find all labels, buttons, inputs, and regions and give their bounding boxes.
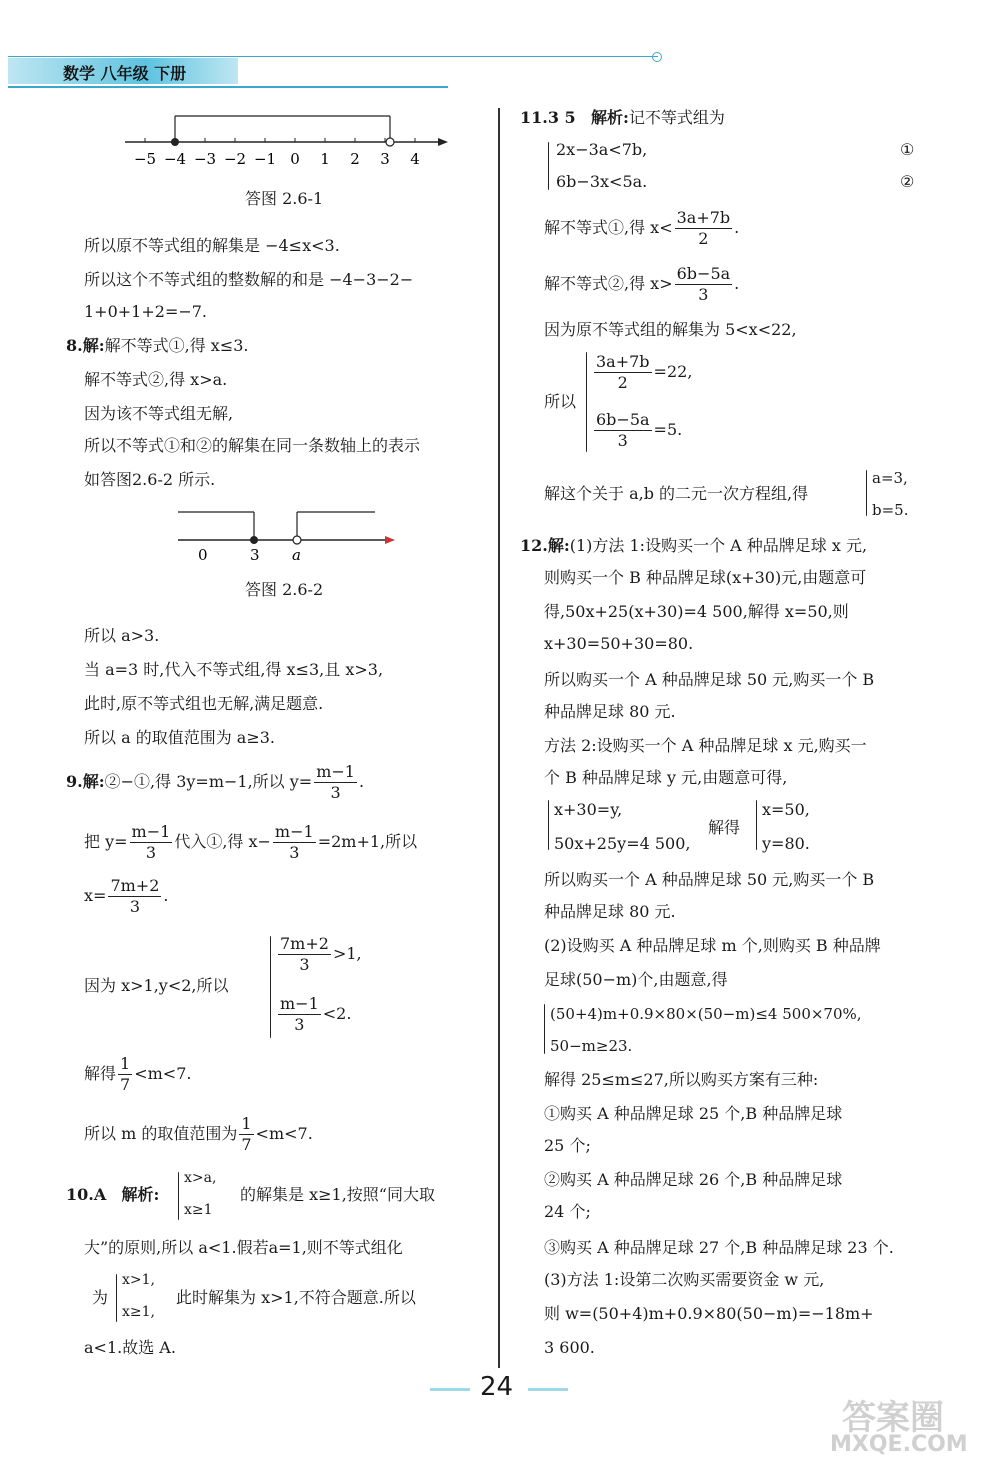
text-line: 则 w=(50+4)m+0.9×80(50−m)=−18m+ — [544, 1304, 874, 1323]
text-line: (3)方法 1:设第二次购买需要资金 w 元, — [544, 1270, 825, 1289]
text-line — [84, 1114, 313, 1155]
fig2-label: a — [292, 546, 301, 564]
tick-label: −2 — [223, 150, 247, 168]
tick-label: 4 — [410, 150, 420, 168]
fraction — [273, 822, 316, 863]
fig2-label: 3 — [250, 546, 260, 564]
tick-label: 2 — [350, 150, 360, 168]
system-line: 50−m≥23. — [550, 1037, 633, 1055]
text-line: 所以这个不等式组的整数解的和是 −4−3−2− — [84, 270, 414, 289]
system-brace — [178, 1172, 179, 1220]
text-line: 所以原不等式组的解集是 −4≤x<3. — [84, 236, 340, 255]
text-line: ③购买 A 种品牌足球 27 个,B 种品牌足球 23 个. — [544, 1238, 894, 1257]
question-number: 11.3 5 — [520, 108, 576, 127]
fraction — [675, 264, 733, 305]
text-line: 所以 — [544, 392, 577, 411]
denominator: 3 — [145, 843, 157, 862]
analysis-label: 解析: — [121, 1185, 160, 1204]
text-line: 3 600. — [544, 1338, 595, 1357]
fraction — [594, 410, 652, 451]
tick-label: 0 — [290, 150, 300, 168]
system-line: x=50, — [762, 800, 810, 819]
text: =22, — [653, 362, 693, 381]
watermark-logo: 答案圈 — [842, 1398, 944, 1438]
text: <m<7. — [134, 1064, 192, 1083]
system-line: y=80. — [762, 834, 810, 853]
text: 解得 — [84, 1064, 117, 1083]
text: 代入①,得 x− — [174, 832, 271, 851]
column-divider — [498, 108, 500, 1368]
denominator: 2 — [617, 373, 628, 392]
question-8 — [66, 336, 249, 356]
system-line: (50+4)m+0.9×80×(50−m)≤4 500×70%, — [550, 1005, 862, 1023]
text-line: 解不等式②,得 x> $\frac{6b-5a}{3}$ . — [544, 264, 740, 304]
system-line — [276, 994, 351, 1035]
numerator: 7m+2 — [110, 876, 160, 895]
tick-label: 1 — [320, 150, 330, 168]
tick-label: −4 — [163, 150, 187, 168]
denominator: 3 — [617, 431, 628, 450]
text-line: 所以购买一个 A 种品牌足球 50 元,购买一个 B — [544, 870, 875, 889]
numerator: 1 — [241, 1114, 252, 1133]
label-circled-1: ① — [900, 140, 915, 159]
question-10 — [66, 1185, 159, 1205]
text-line: 1+0+1+2=−7. — [84, 302, 208, 321]
text: 解不等式①,得 x< — [544, 218, 673, 237]
text-line: 所以 a 的取值范围为 a≥3. — [84, 728, 276, 747]
denominator: 3 — [294, 1015, 305, 1034]
text-line: 此时解集为 x>1,不符合题意.所以 — [176, 1288, 416, 1307]
system-line: x>a, — [184, 1170, 217, 1186]
text-line: 种品牌足球 80 元. — [544, 702, 676, 721]
text: <m<7. — [255, 1124, 313, 1143]
numerator: m−1 — [131, 822, 171, 841]
denominator: 3 — [289, 843, 300, 862]
fraction — [675, 208, 733, 249]
text-line: 得,50x+25(x+30)=4 500,解得 x=50,则 — [544, 602, 849, 621]
denominator: 3 — [330, 783, 341, 802]
denominator: 3 — [698, 285, 709, 304]
text-line: 当 a=3 时,代入不等式组,得 x≤3,且 x>3, — [84, 660, 384, 679]
numerator: m−1 — [316, 762, 355, 781]
denominator: 7 — [120, 1075, 131, 1094]
page-header — [8, 58, 448, 84]
text-line: 解不等式②,得 x>a. — [84, 370, 228, 389]
system-line — [276, 934, 362, 975]
text: =2m+1,所以 — [317, 832, 418, 851]
text: x= — [84, 886, 107, 905]
fraction — [278, 994, 321, 1035]
system-brace — [586, 352, 587, 452]
denominator: 7 — [241, 1135, 252, 1154]
system-line: x≥1 — [184, 1202, 213, 1218]
fraction — [594, 352, 652, 393]
header-dot-icon — [652, 52, 662, 62]
text-line: 解不等式①,得 x< $\frac{3a+7b}{2}$ . — [544, 208, 740, 248]
system-line: 2x−3a<7b, — [556, 140, 648, 159]
denominator: 2 — [698, 229, 709, 248]
header-top-rule — [8, 56, 658, 57]
text-line: 24 个; — [544, 1202, 591, 1221]
text-line: 因为该不等式组无解, — [84, 404, 234, 423]
text-line: 所以购买一个 A 种品牌足球 50 元,购买一个 B — [544, 670, 875, 689]
question-number: 12.解: — [520, 536, 570, 555]
numerator: 7m+2 — [280, 934, 329, 953]
fraction — [108, 876, 161, 917]
text: 解得 — [708, 818, 741, 837]
text-line: (2)设购买 A 种品牌足球 m 个,则购买 B 种品牌 — [544, 936, 881, 955]
numerator: m−1 — [280, 994, 319, 1013]
system-line: x+30=y, — [554, 800, 623, 819]
tick-label: −5 — [133, 150, 157, 168]
numerator: 6b−5a — [596, 410, 650, 429]
question-number: 10.A — [66, 1185, 107, 1204]
text-line: 因为 x>1,y<2,所以 — [84, 976, 229, 995]
question-12 — [520, 536, 867, 556]
page-number: 24 — [480, 1372, 514, 1402]
numerator: 3a+7b — [596, 352, 650, 371]
footer-ornament — [430, 1388, 470, 1391]
numerator: 1 — [120, 1054, 131, 1073]
text-line: 种品牌足球 80 元. — [544, 902, 676, 921]
text-line: 为 — [92, 1288, 109, 1307]
system-line — [592, 410, 682, 451]
text: <2. — [322, 1004, 352, 1023]
text: 把 y= — [84, 832, 128, 851]
fraction — [314, 762, 357, 803]
text-line: 足球(50−m)个,由题意,得 — [544, 970, 728, 989]
figure-1-caption: 答图 2.6-1 — [245, 189, 324, 208]
text-line: 个 B 种品牌足球 y 元,由题意可得, — [544, 768, 788, 787]
text-line: 解这个关于 a,b 的二元一次方程组,得 — [544, 484, 809, 503]
text-line: 解得 25≤m≤27,所以购买方案有三种: — [544, 1070, 819, 1089]
text-line: x= $\frac{7m+2}{3}$ . — [84, 876, 169, 916]
text-line: 则购买一个 B 种品牌足球(x+30)元,由题意可 — [544, 568, 867, 587]
question-number: 8.解: — [66, 336, 105, 355]
system-brace — [116, 1274, 117, 1322]
text: (1)方法 1:设购买一个 A 种品牌足球 x 元, — [569, 536, 868, 555]
text: 记不等式组为 — [628, 108, 725, 127]
text: 所以 m 的取值范围为 — [84, 1124, 238, 1143]
text-line: ②购买 A 种品牌足球 26 个,B 种品牌足球 — [544, 1170, 843, 1189]
denominator: 3 — [299, 955, 310, 974]
system-brace — [270, 936, 271, 1038]
text-line — [84, 1054, 191, 1095]
numerator: 3a+7b — [676, 208, 731, 227]
text-line: 如答图2.6-2 所示. — [84, 470, 216, 489]
header-rule — [8, 86, 448, 88]
fraction — [239, 1114, 253, 1155]
number-line-figure-2 — [170, 506, 410, 566]
text-line: 此时,原不等式组也无解,满足题意. — [84, 694, 324, 713]
footer-ornament — [528, 1388, 568, 1391]
fig2-label: 0 — [198, 546, 208, 564]
system-line: 50x+25y=4 500, — [554, 834, 691, 853]
fraction — [118, 1054, 132, 1095]
text-line: 解不等式①,得 x≤3. — [104, 336, 249, 355]
system-brace — [548, 142, 549, 190]
label-circled-2: ② — [900, 172, 915, 191]
denominator: 3 — [129, 897, 140, 916]
text-line: x+30=50+30=80. — [544, 634, 694, 653]
tick-label: −1 — [253, 150, 277, 168]
tick-label: 3 — [380, 150, 390, 168]
text-line: 的解集是 x≥1,按照“同大取 — [240, 1185, 435, 1204]
numerator: 6b−5a — [676, 264, 731, 283]
question-9: 9.解:②−①,得 3y=m−1,所以 y= $\frac{m-1}{3}$ . — [66, 762, 365, 802]
text: 解不等式②,得 x> — [544, 274, 673, 293]
system-brace — [548, 800, 549, 850]
system-line: a=3, — [872, 469, 908, 487]
analysis-label: 解析: — [590, 108, 629, 127]
text: >1, — [332, 944, 362, 963]
system-line: x≥1, — [122, 1304, 155, 1320]
fraction — [278, 934, 331, 975]
header-title: 数学 八年级 下册 — [63, 64, 187, 83]
numerator: m−1 — [274, 822, 314, 841]
text-line: 方法 2:设购买一个 A 种品牌足球 x 元,购买一 — [544, 736, 867, 755]
text-line: 25 个; — [544, 1136, 591, 1155]
system-brace — [544, 1004, 545, 1054]
tick-label: −3 — [193, 150, 217, 168]
text-line: 大”的原则,所以 a<1.假若a=1,则不等式组化 — [84, 1238, 403, 1257]
number-line-figure-1 — [120, 108, 460, 188]
text-line: 因为原不等式组的解集为 5<x<22, — [544, 320, 797, 339]
text-line: ①购买 A 种品牌足球 25 个,B 种品牌足球 — [544, 1104, 843, 1123]
fraction — [130, 822, 173, 863]
text-line — [84, 822, 417, 863]
question-number: 9.解: — [66, 772, 105, 791]
text-line: a<1.故选 A. — [84, 1338, 176, 1357]
system-brace — [756, 800, 757, 850]
text: ②−①,得 3y=m−1,所以 y= — [104, 772, 313, 791]
figure-2-caption: 答图 2.6-2 — [245, 580, 324, 599]
question-11 — [520, 108, 725, 128]
text-line: 所以不等式①和②的解集在同一条数轴上的表示 — [84, 436, 421, 455]
watermark-url: MXQE.COM — [830, 1432, 968, 1457]
text: =5. — [653, 420, 683, 439]
system-line: 6b−3x<5a. — [556, 172, 648, 191]
text-line: 所以 a>3. — [84, 626, 160, 645]
system-line — [592, 352, 692, 393]
system-brace — [866, 470, 867, 516]
system-line: b=5. — [872, 501, 909, 519]
system-line: x>1, — [122, 1272, 155, 1288]
